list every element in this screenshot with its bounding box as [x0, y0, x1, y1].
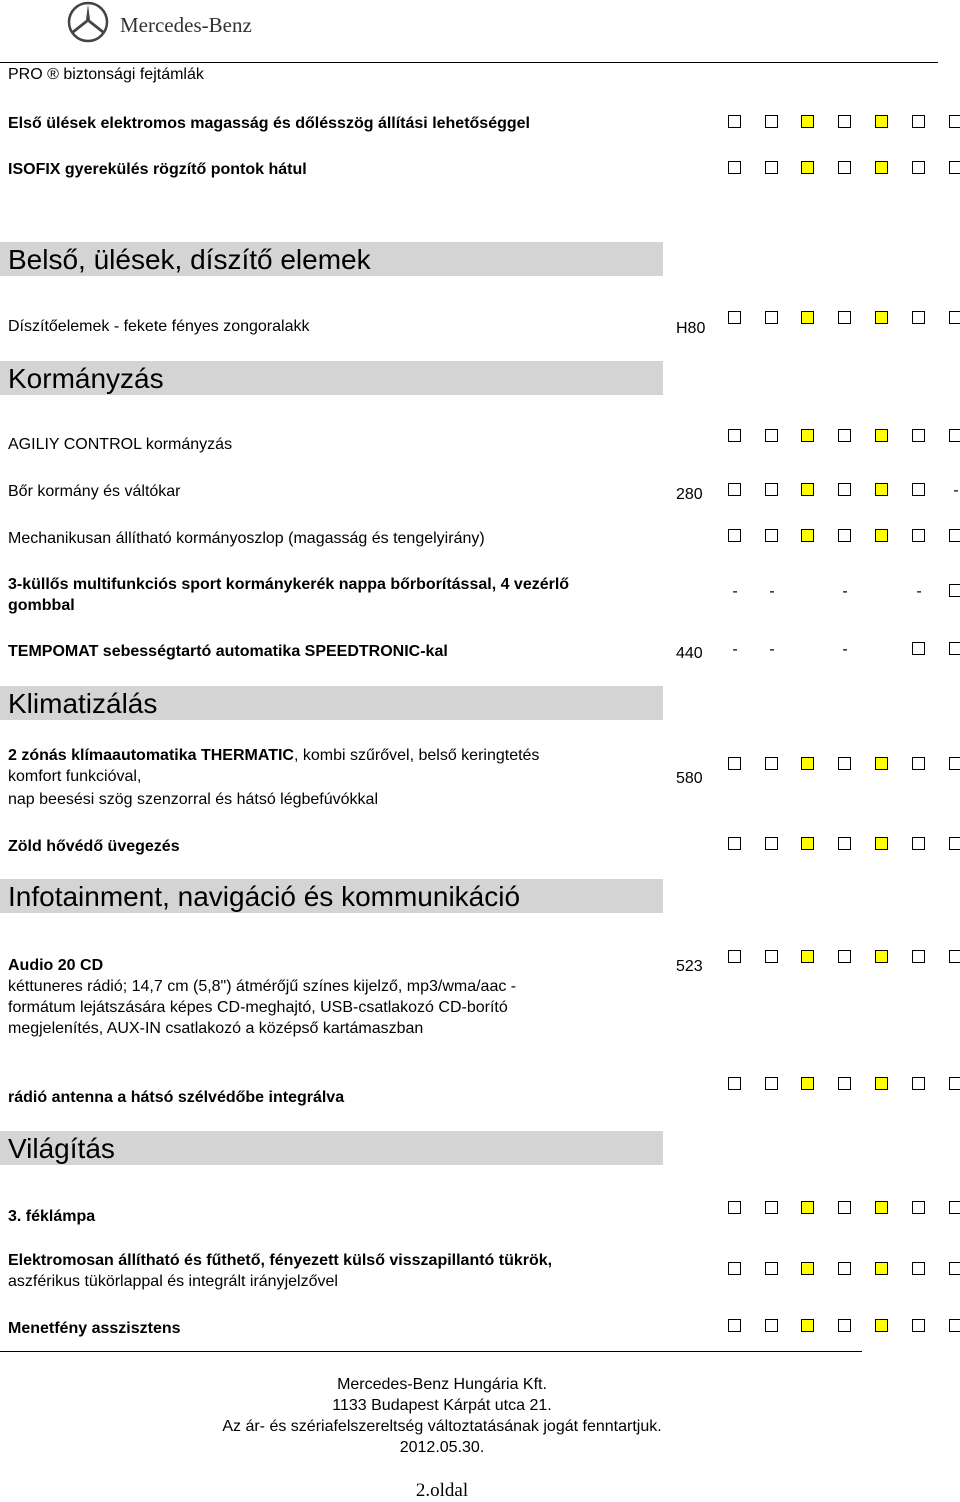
option-code: 580 [676, 770, 703, 787]
checkbox-icon [949, 311, 960, 324]
checkbox-icon [765, 1201, 778, 1214]
checkbox-icon [949, 1319, 960, 1332]
checkbox-icon [728, 837, 741, 850]
option-code: 523 [676, 958, 703, 975]
checkbox-icon [765, 1319, 778, 1332]
section-title: Infotainment, navigáció és kommunikáció [8, 881, 521, 912]
row-label: Audio 20 CD [8, 957, 104, 974]
row-label: Bőr kormány és váltókar [8, 483, 181, 500]
checkbox-icon [912, 1262, 925, 1275]
checkbox-icon [949, 529, 960, 542]
row-label: formátum lejátszására képes CD-meghajtó, USB-csatlakozó CD-borító [8, 999, 508, 1016]
standard-checkbox-icon [801, 1077, 814, 1090]
standard-checkbox-icon [875, 1262, 888, 1275]
checkbox-icon [838, 483, 851, 496]
section-title: Belső, ülések, díszítő elemek [8, 244, 371, 275]
checkbox-icon [765, 1262, 778, 1275]
row-label: gombbal [8, 597, 75, 614]
section-title: Kormányzás [8, 363, 164, 394]
checkbox-icon [728, 1262, 741, 1275]
row-label: TEMPOMAT sebességtartó automatika SPEEDTRONIC-kal [8, 643, 448, 660]
checkbox-icon [765, 529, 778, 542]
checkbox-icon [912, 1077, 925, 1090]
checkbox-icon [949, 429, 960, 442]
availability-row [720, 950, 960, 970]
standard-checkbox-icon [801, 115, 814, 128]
section-header [0, 879, 663, 913]
availability-row [720, 311, 960, 331]
checkbox-icon [728, 1201, 741, 1214]
checkbox-icon [949, 642, 960, 655]
checkbox-icon [949, 1201, 960, 1214]
row-label: megjelenítés, AUX-IN csatlakozó a középső kartámaszban [8, 1020, 424, 1037]
not-available-dash: - [842, 583, 848, 600]
checkbox-icon [838, 1201, 851, 1214]
checkbox-icon [765, 483, 778, 496]
availability-row [720, 1262, 960, 1282]
row-label: Elektromosan állítható és fűthető, fényezett külső visszapillantó tükrök, [8, 1252, 553, 1269]
checkbox-icon [838, 161, 851, 174]
availability-row [720, 837, 960, 857]
footer-date: 2012.05.30. [399, 1439, 485, 1456]
availability-row [720, 529, 960, 549]
row-label-rest: , kombi szűrővel, belső keringtetés [293, 747, 540, 764]
standard-checkbox-icon [801, 161, 814, 174]
section-header [0, 361, 663, 395]
checkbox-icon [912, 115, 925, 128]
checkbox-icon [838, 757, 851, 770]
checkbox-icon [912, 950, 925, 963]
row-label: Díszítőelemek - fekete fényes zongoralakk [8, 318, 310, 335]
footer-disclaimer: Az ár- és szériafelszereltség változtatásának jogát fenntartjuk. [222, 1418, 662, 1435]
standard-checkbox-icon [801, 311, 814, 324]
checkbox-icon [912, 429, 925, 442]
checkbox-icon [728, 1319, 741, 1332]
availability-row [720, 161, 960, 181]
option-code: 440 [676, 645, 703, 662]
checkbox-icon [765, 429, 778, 442]
checkbox-icon [728, 757, 741, 770]
checkbox-icon [765, 115, 778, 128]
standard-checkbox-icon [801, 429, 814, 442]
item-label: PRO ® biztonsági fejtámlák [8, 66, 204, 83]
row-label: Menetfény asszisztens [8, 1320, 181, 1337]
section-title: Világítás [8, 1133, 115, 1164]
checkbox-icon [912, 311, 925, 324]
standard-checkbox-icon [801, 1262, 814, 1275]
header-rule [0, 62, 938, 63]
footer-rule [0, 1351, 862, 1352]
item-label: ISOFIX gyerekülés rögzítő pontok hátul [8, 161, 307, 178]
row-label: kéttuneres rádió; 14,7 cm (5,8") átmérőjű színes kijelző, mp3/wma/aac - [8, 978, 517, 995]
checkbox-icon [912, 529, 925, 542]
standard-checkbox-icon [875, 1077, 888, 1090]
checkbox-icon [912, 483, 925, 496]
item-label: Első ülések elektromos magasság és dőlésszög állítási lehetőséggel [8, 115, 530, 132]
checkbox-icon [949, 1077, 960, 1090]
row-label: rádió antenna a hátsó szélvédőbe integrálva [8, 1089, 345, 1106]
availability-row [720, 429, 960, 449]
row-label: komfort funkcióval, [8, 768, 142, 785]
not-available-dash: - [842, 641, 848, 658]
checkbox-icon [728, 429, 741, 442]
checkbox-icon [765, 161, 778, 174]
section-header [0, 242, 663, 276]
checkbox-icon [838, 1262, 851, 1275]
standard-checkbox-icon [875, 161, 888, 174]
section-title: Klimatizálás [8, 688, 158, 719]
checkbox-icon [949, 1262, 960, 1275]
standard-checkbox-icon [875, 529, 888, 542]
section-header [0, 686, 663, 720]
checkbox-icon [838, 529, 851, 542]
standard-checkbox-icon [875, 757, 888, 770]
checkbox-icon [912, 642, 925, 655]
checkbox-icon [728, 529, 741, 542]
standard-checkbox-icon [801, 529, 814, 542]
not-available-dash: - [732, 641, 738, 658]
not-available-dash: - [732, 583, 738, 600]
row-label [8, 745, 539, 766]
availability-row [720, 1319, 960, 1339]
checkbox-icon [728, 115, 741, 128]
row-label: AGILIY CONTROL kormányzás [8, 436, 233, 453]
option-code: 280 [676, 486, 703, 503]
checkbox-icon [912, 1319, 925, 1332]
checkbox-icon [838, 429, 851, 442]
standard-checkbox-icon [801, 837, 814, 850]
checkbox-icon [912, 757, 925, 770]
checkbox-icon [728, 1077, 741, 1090]
standard-checkbox-icon [875, 837, 888, 850]
row-label: nap beesési szög szenzorral és hátsó légbefúvókkal [8, 791, 378, 808]
checkbox-icon [765, 311, 778, 324]
standard-checkbox-icon [801, 950, 814, 963]
row-label: 3-küllős multifunkciós sport kormánykerék nappa bőrborítással, 4 vezérlő [8, 576, 570, 593]
checkbox-icon [765, 950, 778, 963]
standard-checkbox-icon [801, 757, 814, 770]
checkbox-icon [912, 1201, 925, 1214]
standard-checkbox-icon [801, 1201, 814, 1214]
checkbox-icon [838, 1319, 851, 1332]
not-available-dash: - [769, 583, 775, 600]
not-available-dash: - [953, 482, 959, 499]
row-label: aszférikus tükörlappal és integrált irányjelzővel [8, 1273, 338, 1290]
availability-row [720, 115, 960, 135]
checkbox-icon [949, 837, 960, 850]
row-label: Zöld hővédő üvegezés [8, 838, 180, 855]
section-header [0, 1131, 663, 1165]
checkbox-icon [838, 837, 851, 850]
standard-checkbox-icon [801, 1319, 814, 1332]
standard-checkbox-icon [875, 429, 888, 442]
standard-checkbox-icon [875, 950, 888, 963]
availability-row [720, 1077, 960, 1097]
standard-checkbox-icon [875, 115, 888, 128]
checkbox-icon [765, 837, 778, 850]
footer-address: 1133 Budapest Kárpát utca 21. [332, 1397, 552, 1414]
standard-checkbox-icon [801, 483, 814, 496]
checkbox-icon [838, 115, 851, 128]
checkbox-icon [949, 115, 960, 128]
checkbox-icon [949, 161, 960, 174]
not-available-dash: - [769, 641, 775, 658]
mercedes-star-icon [66, 0, 114, 44]
checkbox-icon [949, 950, 960, 963]
checkbox-icon [912, 161, 925, 174]
standard-checkbox-icon [875, 1201, 888, 1214]
checkbox-icon [949, 584, 960, 597]
row-label: 3. féklámpa [8, 1208, 96, 1225]
checkbox-icon [765, 757, 778, 770]
not-available-dash: - [916, 583, 922, 600]
checkbox-icon [949, 757, 960, 770]
row-label-bold: 2 zónás klímaautomatika THERMATIC [8, 747, 294, 764]
checkbox-icon [912, 837, 925, 850]
availability-row [720, 1201, 960, 1221]
checkbox-icon [838, 1077, 851, 1090]
footer-company: Mercedes-Benz Hungária Kft. [337, 1376, 547, 1393]
row-label: Mechanikusan állítható kormányoszlop (magasság és tengelyirány) [8, 530, 485, 547]
availability-row [720, 584, 960, 604]
standard-checkbox-icon [875, 1319, 888, 1332]
checkbox-icon [728, 950, 741, 963]
option-code: H80 [676, 320, 706, 337]
standard-checkbox-icon [875, 483, 888, 496]
checkbox-icon [838, 950, 851, 963]
standard-checkbox-icon [875, 311, 888, 324]
checkbox-icon [728, 311, 741, 324]
checkbox-icon [728, 483, 741, 496]
availability-row [720, 757, 960, 777]
checkbox-icon [765, 1077, 778, 1090]
brand-logo-text: Mercedes-Benz [120, 13, 252, 37]
page-number: 2.oldal [415, 1480, 469, 1501]
checkbox-icon [728, 161, 741, 174]
checkbox-icon [838, 311, 851, 324]
availability-row [720, 642, 960, 662]
availability-row [720, 483, 960, 503]
